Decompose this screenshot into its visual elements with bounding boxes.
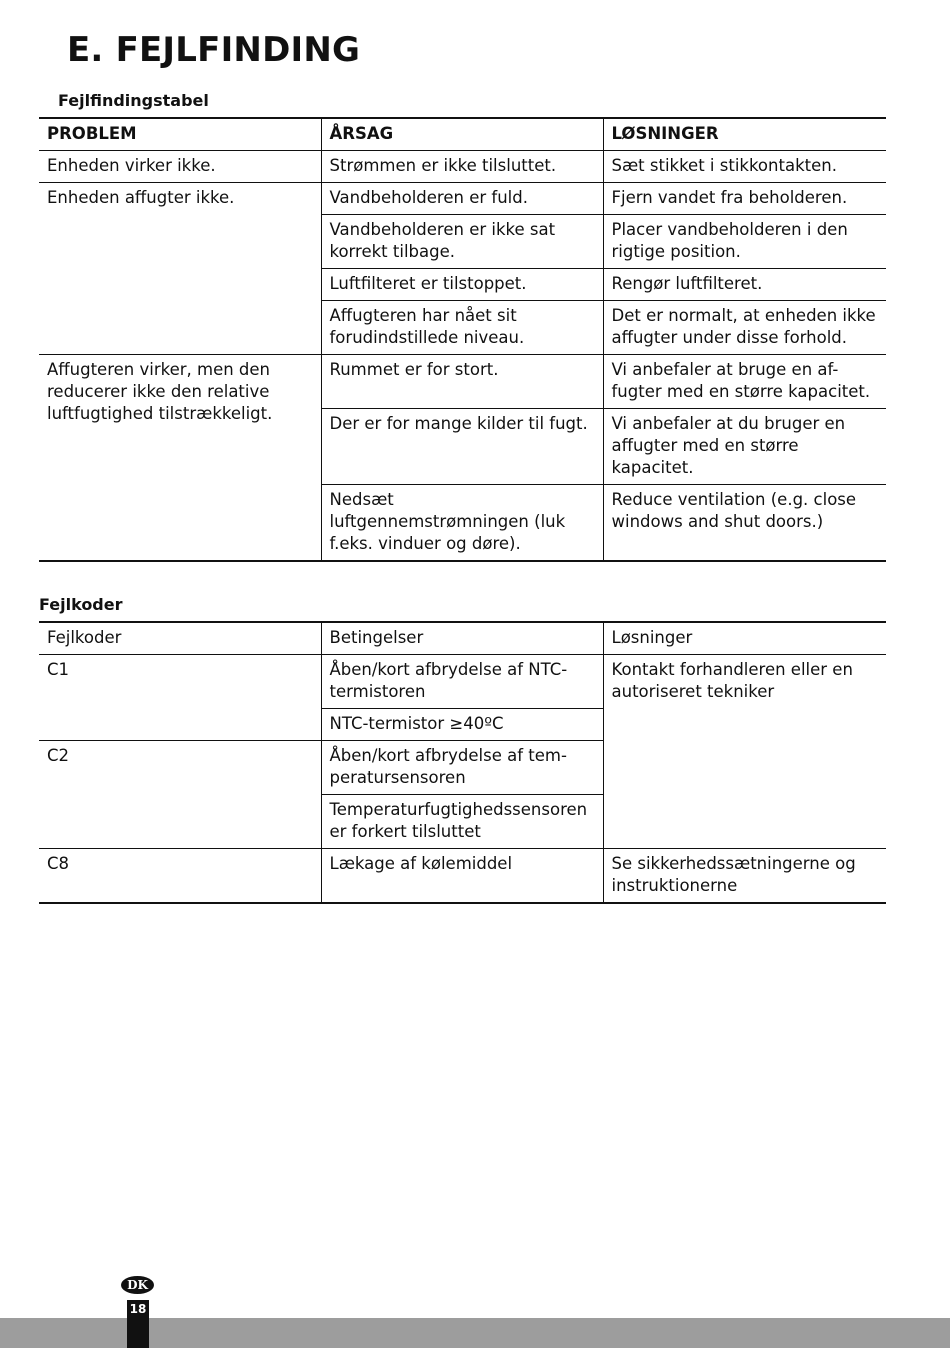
condition-cell: Lækage af kølemiddel <box>321 849 603 904</box>
table-header-row <box>39 622 886 655</box>
condition-cell: Temperaturfugtighedssensoren er forkert tilsluttet <box>321 795 603 849</box>
condition-cell: Åben/kort afbrydelse af NTC-termistoren <box>321 655 603 709</box>
page-title: E. FEJLFINDING <box>67 30 361 70</box>
column-header-problem: PROBLEM <box>39 118 321 151</box>
problem-cell: Enheden virker ikke. <box>47 156 216 175</box>
solution-cell: Placer vandbeholderen i den rigtige position. <box>603 215 886 269</box>
solution-cell: Reduce ventilation (e.g. close windows and shut doors.) <box>603 485 886 562</box>
error-code-cell: C2 <box>39 741 321 849</box>
table-row <box>39 183 886 215</box>
solution-cell: Fjern vandet fra beholderen. <box>603 183 886 215</box>
solution-cell: Vi anbefaler at bruge en af-fugter med en større kapacitet. <box>603 355 886 409</box>
condition-cell: Åben/kort afbrydelse af tem-peratursensoren <box>321 741 603 795</box>
error-codes-heading: Fejlkoder <box>39 595 123 614</box>
cause-cell: Nedsæt luftgennemstrømningen (luk f.eks. vinduer og døre). <box>321 485 603 562</box>
solution-cell: Vi anbefaler at du bruger en affugter med en større kapacitet. <box>603 409 886 485</box>
column-header-solutions: LØSNINGER <box>603 118 886 151</box>
column-header-conditions: Betingelser <box>321 622 603 655</box>
cause-cell: Der er for mange kilder til fugt. <box>321 409 603 485</box>
cause-cell: Rummet er for stort. <box>321 355 603 409</box>
error-code-cell: C8 <box>39 849 321 904</box>
troubleshooting-table <box>39 117 886 562</box>
language-badge: DK <box>121 1276 154 1294</box>
table-header-row <box>39 118 886 151</box>
table-row <box>39 849 886 904</box>
table-row <box>39 151 886 183</box>
troubleshooting-heading: Fejlfindingstabel <box>58 91 209 110</box>
cause-cell: Affugteren har nået sit forudindstillede niveau. <box>321 301 603 355</box>
error-codes-table <box>39 621 886 904</box>
column-header-cause: ÅRSAG <box>321 118 603 151</box>
problem-cell: Enheden affugter ikke. <box>39 183 321 355</box>
problem-cell: Affugteren virker, men den reducerer ikke den relative luftfugtighed tilstrækkeligt. <box>39 355 321 562</box>
column-header-error-codes: Fejlkoder <box>39 622 321 655</box>
table-row <box>39 355 886 409</box>
solution-cell: Det er normalt, at enheden ikke affugter under disse forhold. <box>603 301 886 355</box>
error-code-cell: C1 <box>47 660 70 679</box>
solution-cell: Sæt stikket i stikkontakten. <box>603 151 886 183</box>
page-number: 18 <box>129 1302 147 1316</box>
cause-cell: Luftfilteret er tilstoppet. <box>321 269 603 301</box>
table-row <box>39 655 886 709</box>
solution-cell: Se sikkerhedssætningerne og instruktionerne <box>603 849 886 904</box>
solution-cell: Kontakt forhandleren eller en autoriseret tekniker <box>603 655 886 849</box>
cause-cell: Vandbeholderen er ikke sat korrekt tilbage. <box>321 215 603 269</box>
cause-cell: Strømmen er ikke tilsluttet. <box>321 151 603 183</box>
cause-cell: Vandbeholderen er fuld. <box>321 183 603 215</box>
column-header-solutions: Løsninger <box>603 622 886 655</box>
solution-cell: Rengør luftfilteret. <box>603 269 886 301</box>
condition-cell: NTC-termistor ≥40ºC <box>321 709 603 741</box>
